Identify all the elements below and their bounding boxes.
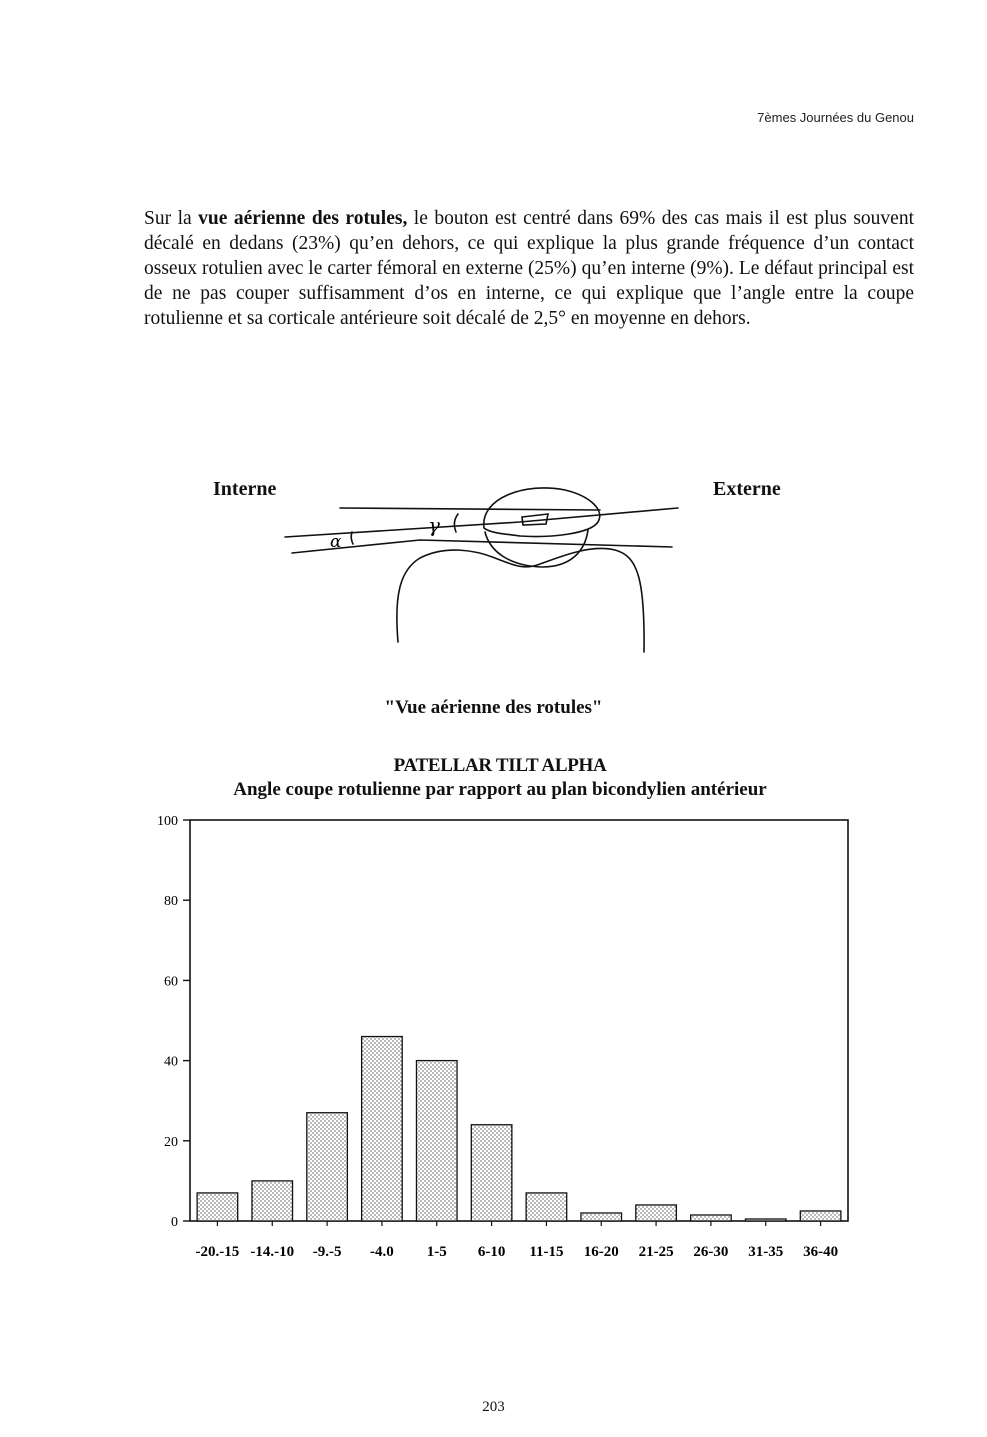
x-tick-label: 26-30 [693,1244,729,1260]
bar [745,1219,786,1221]
diagram-top-line [340,508,600,510]
chart-title: PATELLAR TILT ALPHA [393,755,607,776]
bar [636,1205,677,1221]
x-tick-label: 11-15 [529,1244,564,1260]
running-header: 7èmes Journées du Genou [757,110,914,125]
x-tick-label: -4.0 [370,1244,394,1260]
bar-chart [140,808,860,1268]
x-tick-label: 36-40 [803,1244,839,1260]
diagram-alpha-symbol: α [330,532,342,552]
paragraph-rest: le bouton est centré dans 69% des cas mais il est plus souvent décalé en dedans (23%) qu’en dehors, ce qui explique la plus grande fréquence d’un contact osseux rotulien avec le carter fémoral en externe (25%) qu’en interne (9%). Le défaut principal est de ne pas couper suffisamment d’os en interne, ce qui explique que l’angle entre la coupe rotulienne et sa corticale antérieure soit décalé de 2,5° en moyenne en dehors. [144,208,914,329]
label-interne: Interne [213,478,277,500]
x-tick-label: 31-35 [748,1244,784,1260]
label-externe: Externe [713,478,781,500]
y-tick-label: 20 [164,1134,178,1150]
x-tick-label: -14.-10 [250,1244,295,1260]
y-tick-label: 60 [164,974,178,990]
bar [691,1215,732,1221]
paragraph-bold-term: vue aérienne des rotules, [198,208,408,229]
diagram-alpha-arc [351,532,353,544]
bar [471,1125,512,1221]
chart-subtitle: Angle coupe rotulienne par rapport au plan bicondylien antérieur [233,779,767,800]
bar [416,1061,457,1221]
x-tick-label: 16-20 [583,1244,619,1260]
diagram-gamma-arc [454,514,458,532]
bar [526,1193,567,1221]
diagram-gamma-symbol: γ [428,513,440,537]
x-tick-label: -20.-15 [195,1244,240,1260]
page-number: 203 [482,1399,505,1415]
y-tick-label: 80 [164,894,178,910]
bar [197,1193,238,1221]
diagram-lower-line [292,540,672,553]
y-tick-label: 0 [171,1215,178,1230]
y-tick-label: 40 [164,1054,178,1070]
diagram-patella-outline [484,488,600,537]
bar [800,1211,841,1221]
x-tick-label: 6-10 [477,1244,506,1260]
paragraph-intro: Sur la [144,208,199,229]
plot-frame [190,820,848,1221]
y-tick-label: 100 [157,814,178,829]
x-tick-label: 1-5 [426,1244,447,1260]
bar [307,1113,348,1221]
bar [252,1181,293,1221]
figure-caption: "Vue aérienne des rotules" [384,697,603,718]
diagram-patella-lower [485,530,588,567]
patella-diagram [270,470,690,660]
body-paragraph [144,206,914,331]
bar [362,1037,403,1221]
diagram-tilted-line [285,508,678,537]
x-tick-label: -9.-5 [312,1244,342,1260]
x-tick-label: 21-25 [638,1244,674,1260]
bar [581,1213,622,1221]
